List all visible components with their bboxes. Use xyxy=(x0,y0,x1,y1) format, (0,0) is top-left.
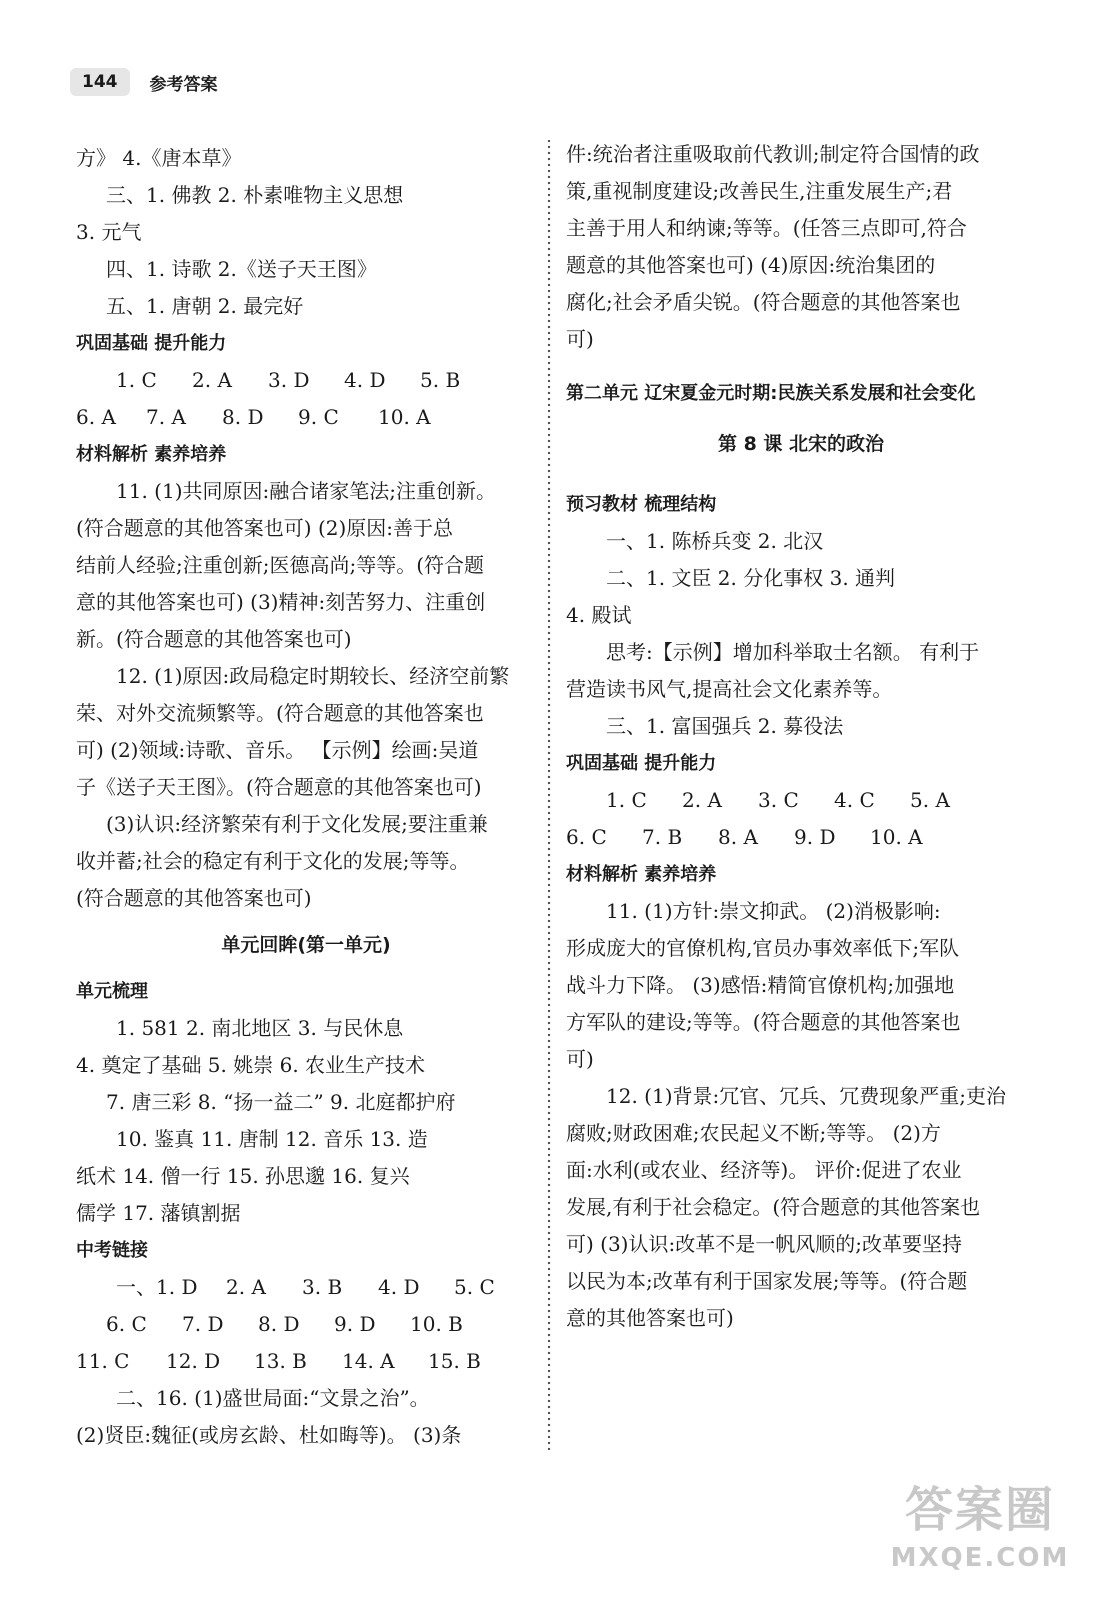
unit-title: 第二单元 辽宋夏金元时期:民族关系发展和社会变化 xyxy=(566,383,976,404)
answer-line: 二、16. (1)盛世局面:“文景之治”。 xyxy=(116,1386,430,1410)
right-column xyxy=(566,136,1036,1337)
answer-line: 新。(符合题意的其他答案也可) xyxy=(76,627,352,651)
choice-answer: 4. D xyxy=(378,1275,420,1299)
section-heading: 材料解析 素养培养 xyxy=(76,444,227,465)
choice-answer: 一、1. D xyxy=(116,1275,198,1299)
choice-answer: 9. C xyxy=(298,405,339,429)
watermark-cn: 答案圈 xyxy=(904,1482,1055,1538)
choice-answer: 3. C xyxy=(758,788,799,812)
answer-line: 10. 鉴真 11. 唐制 12. 音乐 13. 造 xyxy=(116,1127,428,1151)
answer-line: (符合题意的其他答案也可) xyxy=(76,886,312,910)
answer-line: 一、1. 陈桥兵变 2. 北汉 xyxy=(606,529,824,553)
choice-answer: 3. B xyxy=(302,1275,343,1299)
choice-answer: 7. D xyxy=(182,1312,224,1336)
answer-line: 形成庞大的官僚机构,官员办事效率低下;军队 xyxy=(566,936,960,960)
choice-answer: 2. A xyxy=(682,788,722,812)
watermark-url: MXQE.COM xyxy=(890,1543,1070,1573)
answer-line: 荣、对外交流频繁等。(符合题意的其他答案也 xyxy=(76,701,484,725)
answer-line: 意的其他答案也可) (3)精神:刻苦努力、注重创 xyxy=(76,590,486,614)
answer-line: 3. 元气 xyxy=(76,220,142,244)
answer-line: 腐败;财政困难;农民起义不断;等等。 (2)方 xyxy=(566,1121,941,1145)
choice-answer: 2. A xyxy=(192,368,232,392)
choice-answer: 5. B xyxy=(420,368,461,392)
choice-answers-row xyxy=(76,1343,536,1380)
choice-answer: 3. D xyxy=(268,368,310,392)
answer-line: 四、1. 诗歌 2.《送子天王图》 xyxy=(106,257,377,281)
choice-answer: 14. A xyxy=(342,1349,395,1373)
answer-line: 方军队的建设;等等。(符合题意的其他答案也 xyxy=(566,1010,961,1034)
answer-line: 子《送子天王图》。(符合题意的其他答案也可) xyxy=(76,775,482,799)
answer-line: 可) xyxy=(566,327,594,351)
answer-line: 意的其他答案也可) xyxy=(566,1306,734,1330)
choice-answer: 7. A xyxy=(146,405,186,429)
section-heading: 材料解析 素养培养 xyxy=(566,864,717,885)
choice-answers-row xyxy=(566,819,1036,856)
choice-answer: 11. C xyxy=(76,1349,130,1373)
answer-line: 可) xyxy=(566,1047,594,1071)
lesson-title: 第 8 课 北宋的政治 xyxy=(717,433,885,455)
answer-line: 面:水利(或农业、经济等)。 评价:促进了农业 xyxy=(566,1158,962,1182)
answer-line: (3)认识:经济繁荣有利于文化发展;要注重兼 xyxy=(106,812,488,836)
answer-line: 思考:【示例】增加科举取士名额。 有利于 xyxy=(606,640,980,664)
choice-answer: 12. D xyxy=(166,1349,221,1373)
answer-line: 4. 奠定了基础 5. 姚崇 6. 农业生产技术 xyxy=(76,1053,426,1077)
choice-answer: 13. B xyxy=(254,1349,307,1373)
answer-line: 11. (1)共同原因:融合诸家笔法;注重创新。 xyxy=(116,479,496,503)
choice-answer: 5. A xyxy=(910,788,950,812)
choice-answer: 6. A xyxy=(76,405,116,429)
answer-line: 结前人经验;注重创新;医德高尚;等等。(符合题 xyxy=(76,553,485,577)
answer-line: 儒学 17. 藩镇割据 xyxy=(76,1201,241,1225)
choice-answer: 1. C xyxy=(606,788,647,812)
answer-line: 三、1. 富国强兵 2. 募役法 xyxy=(606,714,844,738)
choice-answer: 9. D xyxy=(334,1312,376,1336)
answer-line: (2)贤臣:魏征(或房玄龄、杜如晦等)。 (3)条 xyxy=(76,1423,462,1447)
choice-answers-row xyxy=(566,782,1036,819)
answer-line: 五、1. 唐朝 2. 最完好 xyxy=(106,294,304,318)
choice-answer: 9. D xyxy=(794,825,836,849)
choice-answer: 6. C xyxy=(566,825,607,849)
choice-answer: 10. A xyxy=(870,825,923,849)
page-number: 144 xyxy=(70,68,130,96)
left-column xyxy=(76,140,536,1454)
choice-answer: 4. D xyxy=(344,368,386,392)
choice-answer: 2. A xyxy=(226,1275,266,1299)
answer-line: 12. (1)背景:冗官、冗兵、冗费现象严重;吏治 xyxy=(606,1084,1006,1108)
choice-answer: 1. C xyxy=(116,368,157,392)
answer-line: 方》 4.《唐本草》 xyxy=(76,146,242,170)
answer-line: 三、1. 佛教 2. 朴素唯物主义思想 xyxy=(106,183,404,207)
choice-answer: 10. B xyxy=(410,1312,463,1336)
column-divider xyxy=(544,140,554,1450)
section-heading: 单元梳理 xyxy=(76,981,148,1002)
answer-line: 主善于用人和纳谏;等等。(任答三点即可,符合 xyxy=(566,216,967,240)
answer-line: 4. 殿试 xyxy=(566,603,632,627)
answer-line: 营造读书风气,提高社会文化素养等。 xyxy=(566,677,893,701)
page-header xyxy=(70,64,218,100)
choice-answer: 4. C xyxy=(834,788,875,812)
section-heading: 巩固基础 提升能力 xyxy=(566,753,717,774)
answer-line: 可) (2)领域:诗歌、音乐。 【示例】绘画:吴道 xyxy=(76,738,479,762)
choice-answer: 8. A xyxy=(718,825,758,849)
choice-answer: 10. A xyxy=(378,405,431,429)
choice-answers-row xyxy=(76,362,536,399)
section-heading: 中考链接 xyxy=(76,1240,148,1261)
section-heading: 巩固基础 提升能力 xyxy=(76,333,227,354)
answer-line: 11. (1)方针:崇文抑武。 (2)消极影响: xyxy=(606,899,941,923)
answer-line: 以民为本;改革有利于国家发展;等等。(符合题 xyxy=(566,1269,968,1293)
answer-line: 件:统治者注重吸取前代教训;制定符合国情的政 xyxy=(566,142,980,166)
answer-line: 可) (3)认识:改革不是一帆风顺的;改革要坚持 xyxy=(566,1232,962,1256)
choice-answer: 8. D xyxy=(222,405,264,429)
answer-line: 7. 唐三彩 8. “扬一益二” 9. 北庭都护府 xyxy=(106,1090,456,1114)
answer-line: 收并蓄;社会的稳定有利于文化的发展;等等。 xyxy=(76,849,470,873)
choice-answer: 6. C xyxy=(106,1312,147,1336)
choice-answers-row xyxy=(76,1306,536,1343)
answer-line: 战斗力下降。 (3)感悟:精简官僚机构;加强地 xyxy=(566,973,955,997)
answer-line: 腐化;社会矛盾尖锐。(符合题意的其他答案也 xyxy=(566,290,961,314)
answer-line: (符合题意的其他答案也可) (2)原因:善于总 xyxy=(76,516,454,540)
choice-answer: 8. D xyxy=(258,1312,300,1336)
section-heading: 预习教材 梳理结构 xyxy=(566,494,717,515)
answer-line: 策,重视制度建设;改善民生,注重发展生产;君 xyxy=(566,179,953,203)
review-title: 单元回眸(第一单元) xyxy=(221,934,391,956)
answer-line: 纸术 14. 僧一行 15. 孙思邈 16. 复兴 xyxy=(76,1164,410,1188)
watermark-logo xyxy=(865,1480,1095,1590)
choice-answer: 7. B xyxy=(642,825,683,849)
choice-answers-row xyxy=(76,1269,536,1306)
answer-line: 题意的其他答案也可) (4)原因:统治集团的 xyxy=(566,253,936,277)
answer-line: 1. 581 2. 南北地区 3. 与民休息 xyxy=(116,1016,404,1040)
answer-line: 12. (1)原因:政局稳定时期较长、经济空前繁 xyxy=(116,664,510,688)
header-title: 参考答案 xyxy=(149,74,218,95)
choice-answers-row xyxy=(76,399,536,436)
choice-answer: 5. C xyxy=(454,1275,495,1299)
answer-line: 发展,有利于社会稳定。(符合题意的其他答案也 xyxy=(566,1195,981,1219)
choice-answer: 15. B xyxy=(428,1349,481,1373)
answer-line: 二、1. 文臣 2. 分化事权 3. 通判 xyxy=(606,566,896,590)
